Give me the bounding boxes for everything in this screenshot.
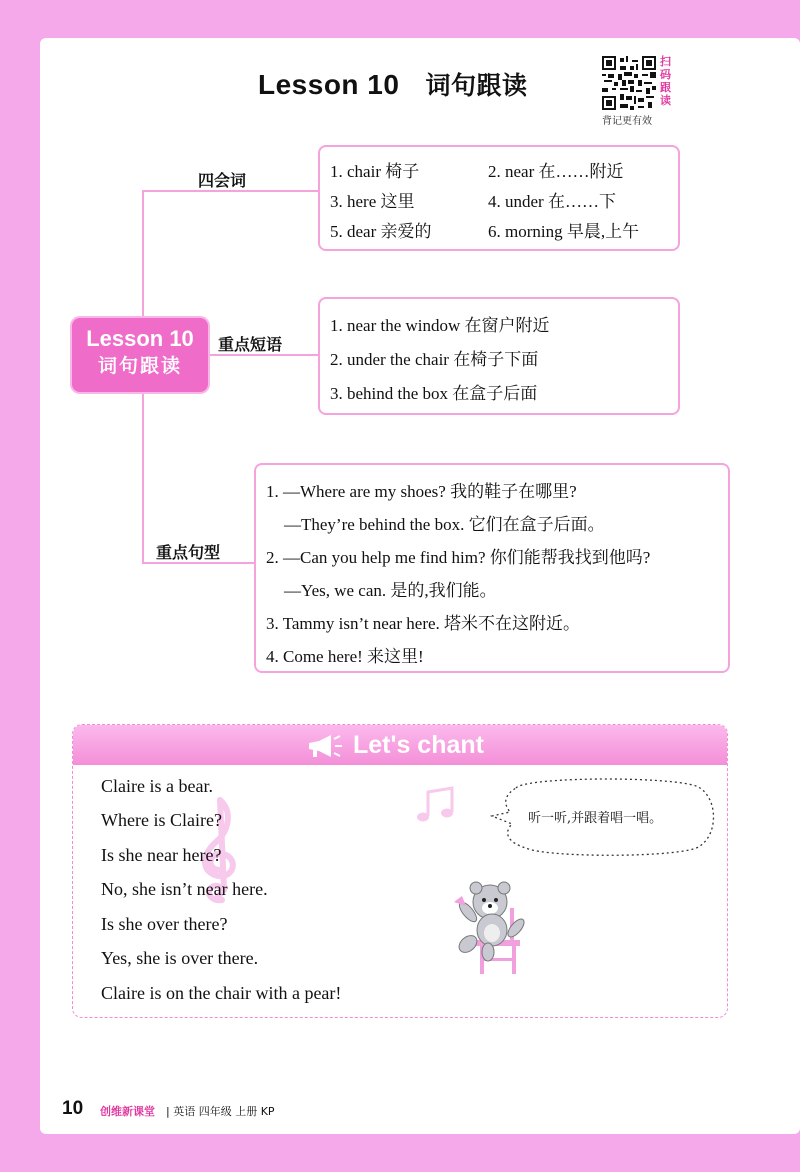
chant-line: Where is Claire? [101, 810, 222, 830]
music-note-icon [414, 786, 458, 826]
qr-side-label: 扫码跟读 [660, 55, 671, 107]
chant-line: No, she isn’t near here. [101, 879, 268, 899]
footer-info: | 英语 四年级 上册 KP [166, 1105, 275, 1118]
qr-code-icon[interactable] [602, 56, 656, 110]
sentence-item: 3. Tammy isn’t near here. 塔米不在这附近。 [266, 614, 581, 633]
title-chinese: 词句跟读 [425, 71, 528, 100]
vocab-item: 5. dear 亲爱的 [330, 222, 432, 241]
sentence-item: —Yes, we can. 是的,我们能。 [284, 581, 497, 600]
qr-caption: 背记更有效 [602, 116, 652, 127]
title-english: Lesson 10 [258, 69, 400, 100]
hub-line1: Lesson 10 [86, 326, 194, 351]
page-number: 10 [62, 1098, 84, 1119]
vocab-item: 4. under 在……下 [488, 192, 616, 211]
vocab-tag: 四会词 [198, 171, 247, 190]
sentence-item: 4. Come here! 来这里! [266, 647, 424, 666]
sentences-box [254, 463, 730, 673]
vocab-item: 3. here 这里 [330, 192, 415, 211]
chant-title: Let's chant [353, 731, 484, 759]
vocab-item: 2. near 在……附近 [488, 162, 624, 181]
vocab-item: 1. chair 椅子 [330, 162, 420, 181]
bubble-text: 听一听,并跟着唱一唱。 [528, 811, 663, 826]
sentence-item: —They’re behind the box. 它们在盒子后面。 [284, 515, 605, 534]
phrases-box [318, 297, 680, 415]
phrases-tag: 重点短语 [218, 335, 283, 354]
hub-line2: 词句跟读 [97, 355, 182, 377]
megaphone-icon [305, 733, 345, 759]
phrase-item: 3. behind the box 在盒子后面 [330, 384, 538, 403]
hub-lesson-box [72, 318, 208, 392]
sentence-item: 2. —Can you help me find him? 你们能帮我找到他吗? [266, 548, 651, 567]
connector-vertical-top [142, 190, 144, 318]
sentences-tag: 重点句型 [156, 543, 221, 562]
chant-header [73, 725, 727, 765]
chant-line: Claire is a bear. [101, 776, 213, 796]
chant-line: Yes, she is over there. [101, 948, 259, 968]
connector-vertical-bottom [142, 392, 144, 562]
vocab-box [318, 145, 680, 251]
chant-line: Is she over there? [101, 914, 228, 934]
phrase-item: 2. under the chair 在椅子下面 [330, 350, 539, 369]
chant-line: Is she near here? [101, 845, 222, 865]
bear-on-chair-illustration [446, 878, 536, 978]
sentence-item: 1. —Where are my shoes? 我的鞋子在哪里? [266, 482, 577, 501]
chant-box [72, 724, 728, 1018]
page-title [258, 66, 527, 102]
vocab-item: 6. morning 早晨,上午 [488, 222, 640, 241]
chant-line: Claire is on the chair with a pear! [101, 983, 342, 1003]
footer-brand: 创维新课堂 [100, 1105, 155, 1118]
phrase-item: 1. near the window 在窗户附近 [330, 316, 550, 335]
